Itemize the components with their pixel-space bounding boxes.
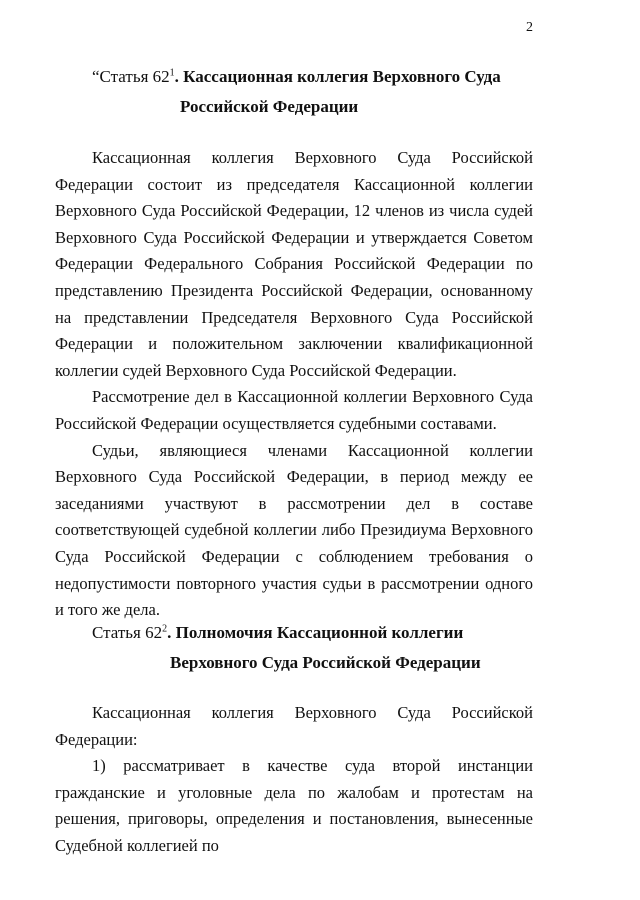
article-62-1-heading-line1 [0,66,640,88]
article-62-2-heading-line1 [0,622,640,644]
article-62-1-body [55,145,533,624]
page-number: 2 [526,20,533,35]
paragraph: Кассационная коллегия Верховного Суда Российской Федерации состоит из председателя Кассационной коллегии Верховного Суда Российской Федерации, 12 членов из числа судей Верховного Суда Российской Федерации и утверждается Советом Федерации Федерального Собрания Российской Федерации по представлению Президента Российской Федерации, основанному на представлении Председателя Верховного Суда Российской Федерации и положительном заключении квалификационной коллегии судей Верховного Суда Российской Федерации. [55,148,533,380]
article-62-1-prefix: “Статья 62 [92,67,170,86]
article-62-1-superscript: 1 [169,67,175,79]
paragraph: 1) рассматривает в качестве суда второй инстанции гражданские и уголовные дела по жалобам и протестам на решения, приговоры, определения и постановления, вынесенные Судебной коллегией по [55,756,533,855]
article-62-2-title-part1: . Полномочия Кассационной коллегии [167,623,464,642]
paragraph: Рассмотрение дел в Кассационной коллегии Верховного Суда Российской Федерации осуществляется судебными составами. [55,387,533,433]
article-62-1-heading [0,66,640,118]
paragraph: Судьи, являющиеся членами Кассационной коллегии Верховного Суда Российской Федерации, в период между ее заседаниями участвуют в рассмотрении дел в составе соответствующей судебной коллегии либо Президиума Верховного Суда Российской Федерации с соблюдением требования о недопустимости повторного участия судьи в рассмотрении одного и того же дела. [55,440,533,620]
article-62-2-superscript: 2 [162,623,168,635]
article-62-1-title-part1: . Кассационная коллегия Верховного Суда [174,67,501,86]
article-62-2-heading [0,622,640,674]
article-62-2-prefix: Статья 62 [92,623,163,642]
article-62-1-title-part2: Российской Федерации [180,97,359,116]
paragraph: Кассационная коллегия Верховного Суда Российской Федерации: [55,703,533,749]
article-62-2-title-part2: Верховного Суда Российской Федерации [170,653,481,672]
article-62-2-body [55,700,533,860]
